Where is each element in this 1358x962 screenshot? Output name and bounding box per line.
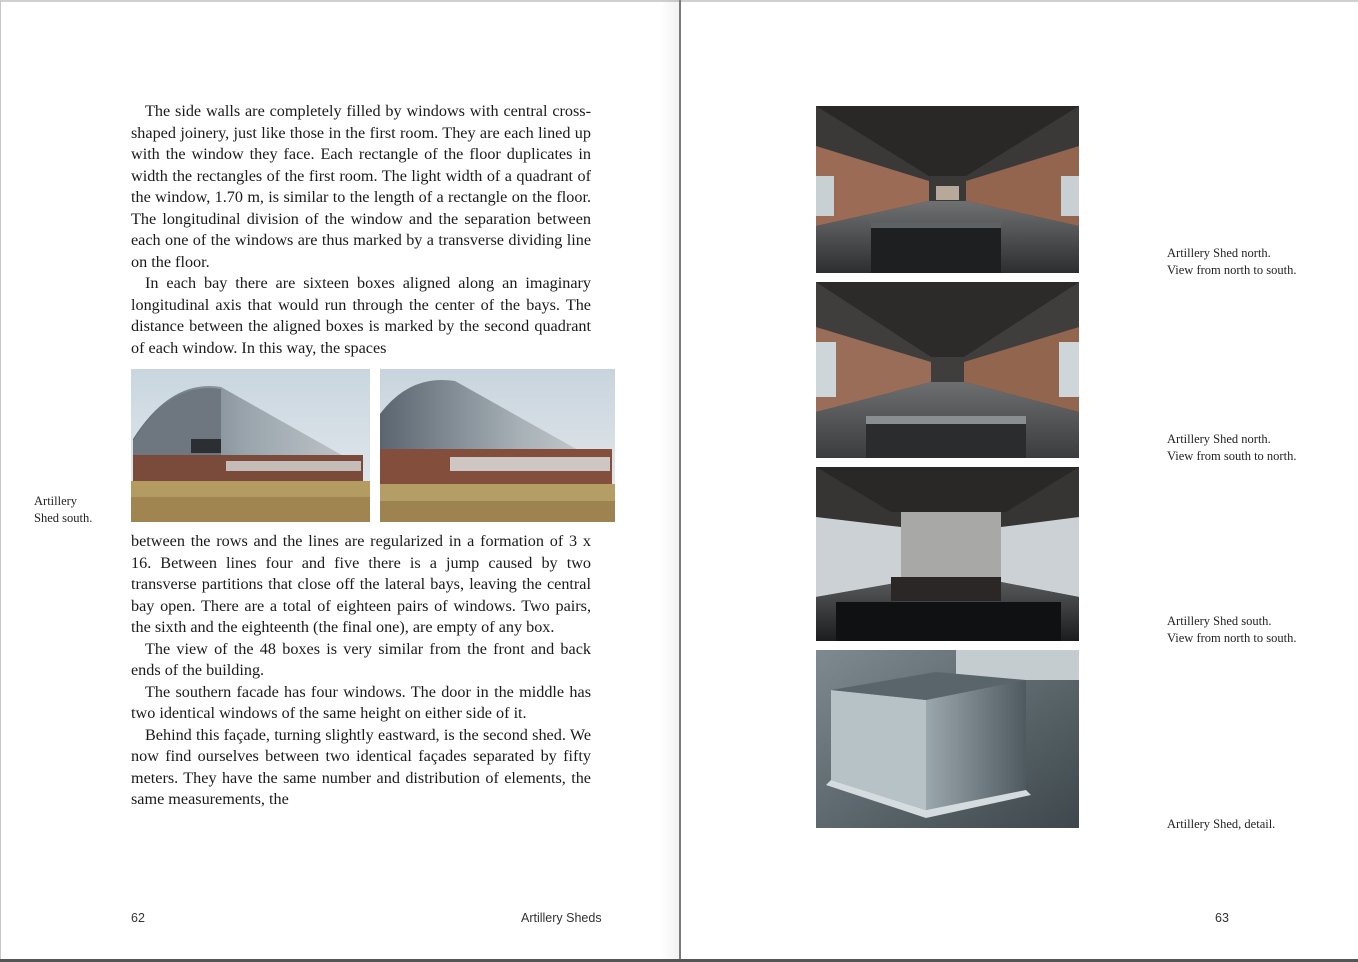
photo-interior-partition: [816, 467, 1079, 641]
page-number-left: 62: [131, 911, 145, 925]
book-gutter: [679, 0, 681, 962]
photo-shed-exterior-front: [131, 369, 370, 522]
paragraph: The view of the 48 boxes is very similar from the front and back ends of the building.: [131, 639, 591, 679]
caption-line: View from north to south.: [1167, 630, 1297, 645]
caption-line: Artillery Shed south.: [1167, 614, 1272, 628]
body-text-top: [131, 101, 591, 359]
caption-line: Shed south.: [34, 510, 93, 525]
caption-north-north-to-south: [1167, 245, 1296, 278]
photo-interior-south-to-north: [816, 282, 1079, 458]
caption-line: View from north to south.: [1167, 262, 1297, 277]
paragraph: between the rows and the lines are regularized in a formation of 3 x 16. Between lines four and five there is a jump caused by two transverse partitions that close off the lateral bays, leaving the central bay open. There are a total of eighteen pairs of windows. Two pairs, the sixth and the eighteenth (the final one), are empty of any box.: [131, 532, 591, 636]
caption-line: Artillery Shed north.: [1167, 246, 1271, 260]
paragraph: The southern facade has four windows. The door in the middle has two identical windows of the same height on either side of it.: [131, 682, 591, 722]
caption-artillery-shed-south: [34, 493, 92, 526]
caption-line: Artillery Shed north.: [1167, 432, 1271, 446]
photo-shed-exterior-side: [380, 369, 615, 522]
paragraph: The side walls are completely filled by windows with central cross-shaped joinery, just like those in the first room. They are each lined up with the window they face. Each rectangle of the floor duplicates in width the rectangles of the first room. The light width of a quadrant of the window, 1.70 m, is similar to the length of a rectangle on the floor. The longitudinal division of the window and the separation between each one of the windows are thus marked by a transverse dividing line on the floor.: [131, 102, 591, 271]
caption-line: View from south to north.: [1167, 448, 1297, 463]
caption-detail: [1167, 816, 1275, 833]
caption-line: Artillery Shed, detail.: [1167, 817, 1276, 831]
caption-north-south-to-north: [1167, 431, 1296, 464]
gutter-shadow: [660, 0, 679, 962]
paragraph: Behind this façade, turning slightly eastward, is the second shed. We now find ourselves between two identical façades separated by fifty meters. They have the same number and distribution of elements, the same measurements, the: [131, 725, 591, 808]
caption-south-north-to-south: [1167, 613, 1296, 646]
page-number-right: 63: [1215, 911, 1229, 925]
photo-interior-north-to-south: [816, 106, 1079, 273]
caption-line: Artillery: [34, 494, 78, 508]
page-left-edge: [0, 0, 1, 962]
paragraph: In each bay there are sixteen boxes aligned along an imaginary longitudinal axis that would run through the center of the bays. The distance between the aligned boxes is marked by the second quadrant of each window. In this way, the spaces: [131, 274, 591, 357]
running-head: Artillery Sheds: [521, 911, 602, 925]
body-text-bottom: [131, 531, 591, 811]
photo-box-detail: [816, 650, 1079, 828]
